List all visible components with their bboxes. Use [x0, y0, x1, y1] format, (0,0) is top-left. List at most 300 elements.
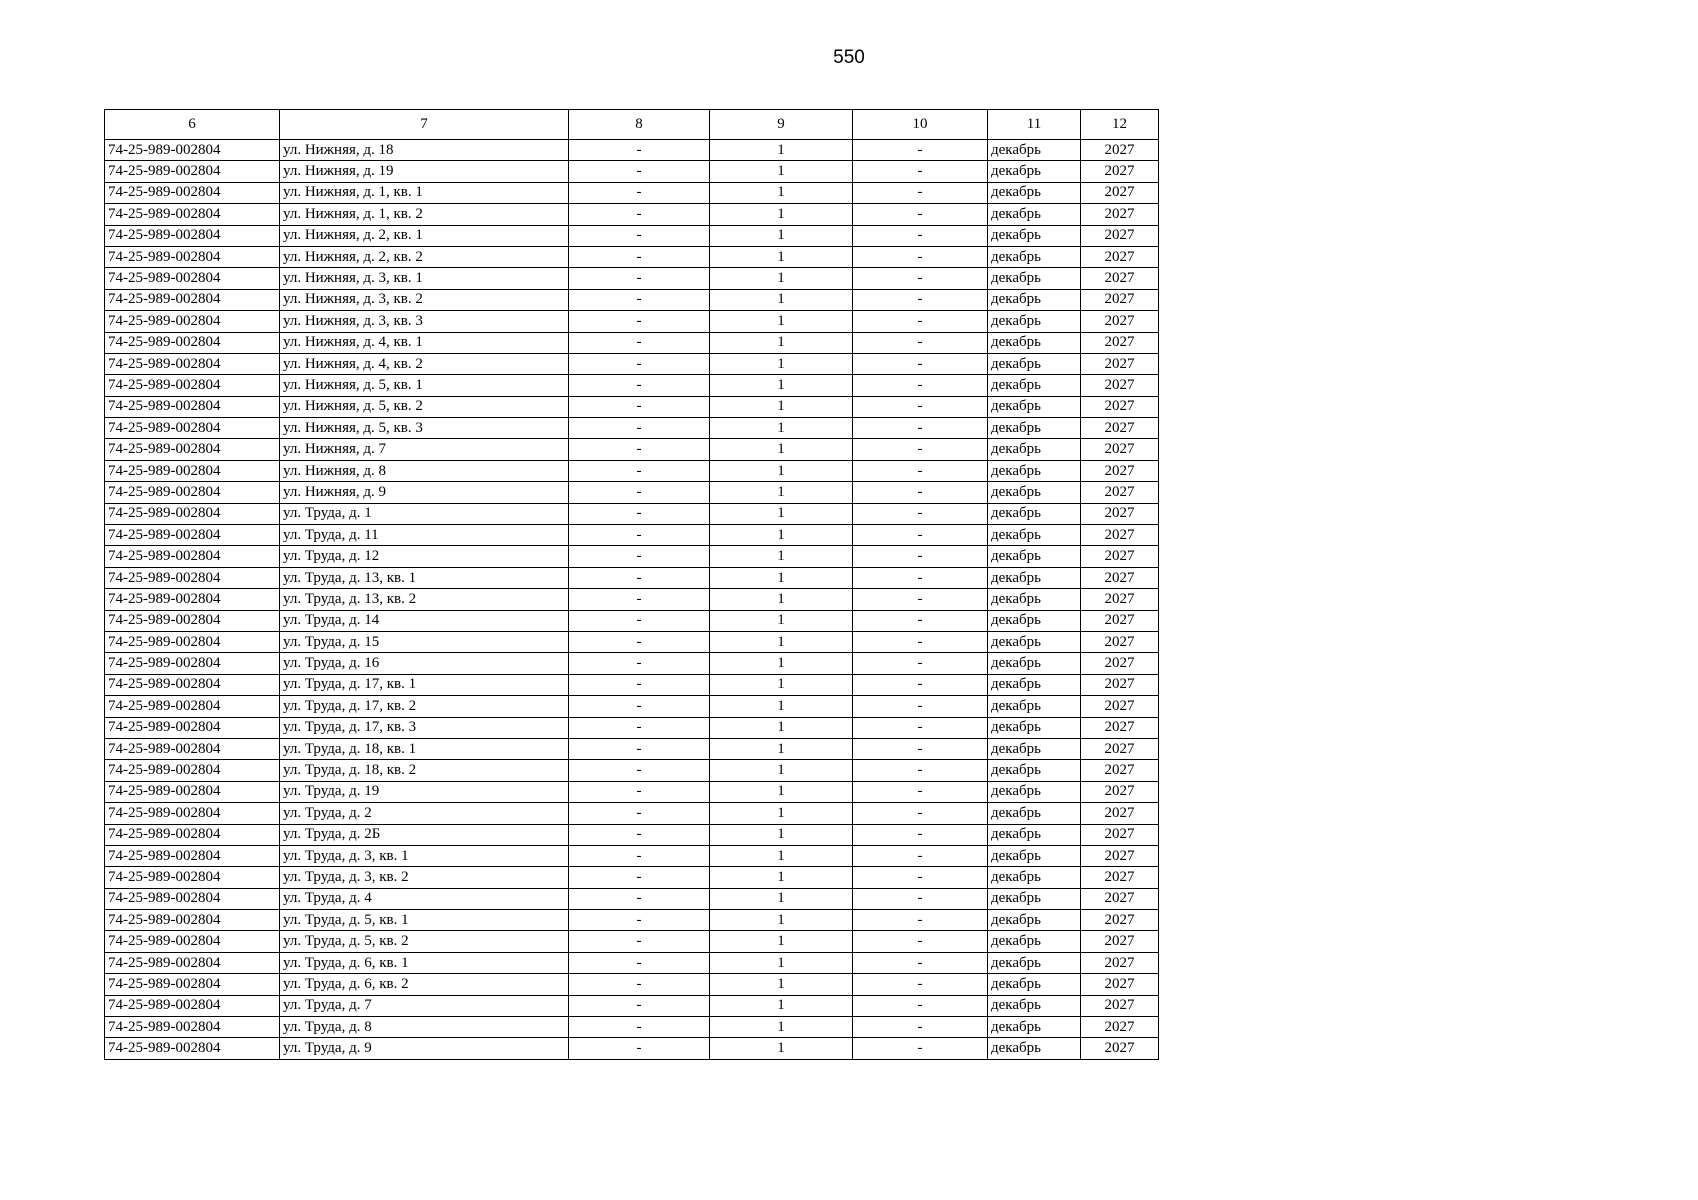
- month-cell: декабрь: [988, 1017, 1081, 1038]
- year-cell: 2027: [1081, 418, 1159, 439]
- year-cell: 2027: [1081, 888, 1159, 909]
- year-cell: 2027: [1081, 567, 1159, 588]
- address-cell: ул. Нижняя, д. 1, кв. 1: [280, 182, 569, 203]
- col-10-cell: -: [853, 482, 988, 503]
- col-10-cell: -: [853, 396, 988, 417]
- table-row: [105, 717, 1159, 738]
- data-table: [104, 109, 1159, 1060]
- col-8-cell: -: [569, 246, 710, 267]
- cadastral-number-cell: 74-25-989-002804: [105, 803, 280, 824]
- month-cell: декабрь: [988, 845, 1081, 866]
- table-row: [105, 204, 1159, 225]
- table-row: [105, 653, 1159, 674]
- table-row: [105, 867, 1159, 888]
- month-cell: декабрь: [988, 332, 1081, 353]
- cadastral-number-cell: 74-25-989-002804: [105, 332, 280, 353]
- table-row: [105, 910, 1159, 931]
- cadastral-number-cell: 74-25-989-002804: [105, 567, 280, 588]
- cadastral-number-cell: 74-25-989-002804: [105, 396, 280, 417]
- col-9-cell: 1: [710, 161, 853, 182]
- col-9-cell: 1: [710, 738, 853, 759]
- cadastral-number-cell: 74-25-989-002804: [105, 289, 280, 310]
- address-cell: ул. Труда, д. 1: [280, 503, 569, 524]
- address-cell: ул. Нижняя, д. 4, кв. 2: [280, 353, 569, 374]
- year-cell: 2027: [1081, 910, 1159, 931]
- month-cell: декабрь: [988, 353, 1081, 374]
- month-cell: декабрь: [988, 888, 1081, 909]
- col-8-cell: -: [569, 974, 710, 995]
- month-cell: декабрь: [988, 503, 1081, 524]
- year-cell: 2027: [1081, 140, 1159, 161]
- table-row: [105, 738, 1159, 759]
- table-row: [105, 696, 1159, 717]
- address-cell: ул. Труда, д. 6, кв. 1: [280, 952, 569, 973]
- month-cell: декабрь: [988, 803, 1081, 824]
- col-8-cell: -: [569, 182, 710, 203]
- year-cell: 2027: [1081, 589, 1159, 610]
- table-row: [105, 418, 1159, 439]
- table-row: [105, 760, 1159, 781]
- col-10-cell: -: [853, 781, 988, 802]
- month-cell: декабрь: [988, 931, 1081, 952]
- col-9-cell: 1: [710, 803, 853, 824]
- cadastral-number-cell: 74-25-989-002804: [105, 910, 280, 931]
- cadastral-number-cell: 74-25-989-002804: [105, 439, 280, 460]
- col-9-cell: 1: [710, 717, 853, 738]
- header-cell-8: 8: [569, 110, 710, 140]
- col-10-cell: -: [853, 631, 988, 652]
- cadastral-number-cell: 74-25-989-002804: [105, 674, 280, 695]
- table-row: [105, 268, 1159, 289]
- address-cell: ул. Труда, д. 13, кв. 1: [280, 567, 569, 588]
- col-9-cell: 1: [710, 845, 853, 866]
- year-cell: 2027: [1081, 674, 1159, 695]
- address-cell: ул. Труда, д. 7: [280, 995, 569, 1016]
- table-row: [105, 289, 1159, 310]
- address-cell: ул. Труда, д. 17, кв. 2: [280, 696, 569, 717]
- col-9-cell: 1: [710, 781, 853, 802]
- table-row: [105, 396, 1159, 417]
- month-cell: декабрь: [988, 589, 1081, 610]
- cadastral-number-cell: 74-25-989-002804: [105, 311, 280, 332]
- year-cell: 2027: [1081, 353, 1159, 374]
- table-row: [105, 546, 1159, 567]
- table-row: [105, 140, 1159, 161]
- cadastral-number-cell: 74-25-989-002804: [105, 824, 280, 845]
- cadastral-number-cell: 74-25-989-002804: [105, 418, 280, 439]
- year-cell: 2027: [1081, 460, 1159, 481]
- col-8-cell: -: [569, 610, 710, 631]
- year-cell: 2027: [1081, 182, 1159, 203]
- month-cell: декабрь: [988, 610, 1081, 631]
- col-9-cell: 1: [710, 653, 853, 674]
- year-cell: 2027: [1081, 161, 1159, 182]
- col-8-cell: -: [569, 845, 710, 866]
- cadastral-number-cell: 74-25-989-002804: [105, 1017, 280, 1038]
- year-cell: 2027: [1081, 332, 1159, 353]
- address-cell: ул. Нижняя, д. 9: [280, 482, 569, 503]
- cadastral-number-cell: 74-25-989-002804: [105, 610, 280, 631]
- col-9-cell: 1: [710, 631, 853, 652]
- month-cell: декабрь: [988, 567, 1081, 588]
- table-row: [105, 332, 1159, 353]
- col-10-cell: -: [853, 332, 988, 353]
- col-8-cell: -: [569, 567, 710, 588]
- header-cell-7: 7: [280, 110, 569, 140]
- year-cell: 2027: [1081, 268, 1159, 289]
- address-cell: ул. Нижняя, д. 5, кв. 1: [280, 375, 569, 396]
- address-cell: ул. Нижняя, д. 4, кв. 1: [280, 332, 569, 353]
- month-cell: декабрь: [988, 952, 1081, 973]
- month-cell: декабрь: [988, 161, 1081, 182]
- header-cell-6: 6: [105, 110, 280, 140]
- year-cell: 2027: [1081, 246, 1159, 267]
- year-cell: 2027: [1081, 1038, 1159, 1059]
- col-8-cell: -: [569, 460, 710, 481]
- cadastral-number-cell: 74-25-989-002804: [105, 161, 280, 182]
- year-cell: 2027: [1081, 396, 1159, 417]
- year-cell: 2027: [1081, 503, 1159, 524]
- address-cell: ул. Труда, д. 18, кв. 2: [280, 760, 569, 781]
- cadastral-number-cell: 74-25-989-002804: [105, 1038, 280, 1059]
- col-10-cell: -: [853, 204, 988, 225]
- month-cell: декабрь: [988, 910, 1081, 931]
- cadastral-number-cell: 74-25-989-002804: [105, 268, 280, 289]
- col-10-cell: -: [853, 546, 988, 567]
- col-8-cell: -: [569, 525, 710, 546]
- col-10-cell: -: [853, 738, 988, 759]
- col-10-cell: -: [853, 867, 988, 888]
- col-8-cell: -: [569, 824, 710, 845]
- address-cell: ул. Нижняя, д. 3, кв. 1: [280, 268, 569, 289]
- col-9-cell: 1: [710, 1017, 853, 1038]
- col-8-cell: -: [569, 867, 710, 888]
- col-8-cell: -: [569, 1017, 710, 1038]
- cadastral-number-cell: 74-25-989-002804: [105, 781, 280, 802]
- year-cell: 2027: [1081, 204, 1159, 225]
- col-9-cell: 1: [710, 696, 853, 717]
- cadastral-number-cell: 74-25-989-002804: [105, 631, 280, 652]
- col-10-cell: -: [853, 567, 988, 588]
- month-cell: декабрь: [988, 482, 1081, 503]
- col-10-cell: -: [853, 995, 988, 1016]
- year-cell: 2027: [1081, 696, 1159, 717]
- col-10-cell: -: [853, 418, 988, 439]
- col-10-cell: -: [853, 289, 988, 310]
- col-10-cell: -: [853, 1038, 988, 1059]
- table-row: [105, 311, 1159, 332]
- col-9-cell: 1: [710, 1038, 853, 1059]
- col-10-cell: -: [853, 589, 988, 610]
- col-8-cell: -: [569, 717, 710, 738]
- address-cell: ул. Нижняя, д. 19: [280, 161, 569, 182]
- col-8-cell: -: [569, 503, 710, 524]
- table-row: [105, 225, 1159, 246]
- table-row: [105, 1017, 1159, 1038]
- col-8-cell: -: [569, 332, 710, 353]
- col-9-cell: 1: [710, 546, 853, 567]
- month-cell: декабрь: [988, 311, 1081, 332]
- cadastral-number-cell: 74-25-989-002804: [105, 204, 280, 225]
- address-cell: ул. Труда, д. 13, кв. 2: [280, 589, 569, 610]
- address-cell: ул. Нижняя, д. 3, кв. 3: [280, 311, 569, 332]
- month-cell: декабрь: [988, 781, 1081, 802]
- month-cell: декабрь: [988, 246, 1081, 267]
- month-cell: декабрь: [988, 674, 1081, 695]
- col-8-cell: -: [569, 204, 710, 225]
- table-row: [105, 610, 1159, 631]
- address-cell: ул. Нижняя, д. 3, кв. 2: [280, 289, 569, 310]
- col-10-cell: -: [853, 140, 988, 161]
- year-cell: 2027: [1081, 546, 1159, 567]
- col-10-cell: -: [853, 439, 988, 460]
- month-cell: декабрь: [988, 460, 1081, 481]
- year-cell: 2027: [1081, 631, 1159, 652]
- address-cell: ул. Труда, д. 18, кв. 1: [280, 738, 569, 759]
- month-cell: декабрь: [988, 631, 1081, 652]
- year-cell: 2027: [1081, 289, 1159, 310]
- year-cell: 2027: [1081, 781, 1159, 802]
- address-cell: ул. Нижняя, д. 2, кв. 2: [280, 246, 569, 267]
- col-9-cell: 1: [710, 610, 853, 631]
- month-cell: декабрь: [988, 396, 1081, 417]
- address-cell: ул. Труда, д. 9: [280, 1038, 569, 1059]
- cadastral-number-cell: 74-25-989-002804: [105, 738, 280, 759]
- table-row: [105, 931, 1159, 952]
- col-8-cell: -: [569, 931, 710, 952]
- col-8-cell: -: [569, 952, 710, 973]
- month-cell: декабрь: [988, 204, 1081, 225]
- address-cell: ул. Труда, д. 4: [280, 888, 569, 909]
- col-9-cell: 1: [710, 311, 853, 332]
- cadastral-number-cell: 74-25-989-002804: [105, 503, 280, 524]
- col-8-cell: -: [569, 995, 710, 1016]
- col-9-cell: 1: [710, 439, 853, 460]
- month-cell: декабрь: [988, 824, 1081, 845]
- cadastral-number-cell: 74-25-989-002804: [105, 589, 280, 610]
- year-cell: 2027: [1081, 717, 1159, 738]
- col-10-cell: -: [853, 268, 988, 289]
- table-row: [105, 503, 1159, 524]
- address-cell: ул. Труда, д. 17, кв. 1: [280, 674, 569, 695]
- col-10-cell: -: [853, 246, 988, 267]
- table-row: [105, 824, 1159, 845]
- header-cell-12: 12: [1081, 110, 1159, 140]
- table-row: [105, 589, 1159, 610]
- month-cell: декабрь: [988, 268, 1081, 289]
- col-9-cell: 1: [710, 867, 853, 888]
- year-cell: 2027: [1081, 867, 1159, 888]
- col-9-cell: 1: [710, 995, 853, 1016]
- col-10-cell: -: [853, 311, 988, 332]
- col-8-cell: -: [569, 311, 710, 332]
- col-8-cell: -: [569, 268, 710, 289]
- col-8-cell: -: [569, 439, 710, 460]
- year-cell: 2027: [1081, 653, 1159, 674]
- cadastral-number-cell: 74-25-989-002804: [105, 482, 280, 503]
- col-9-cell: 1: [710, 140, 853, 161]
- month-cell: декабрь: [988, 696, 1081, 717]
- cadastral-number-cell: 74-25-989-002804: [105, 696, 280, 717]
- address-cell: ул. Нижняя, д. 8: [280, 460, 569, 481]
- address-cell: ул. Нижняя, д. 1, кв. 2: [280, 204, 569, 225]
- table-row: [105, 674, 1159, 695]
- table-row: [105, 631, 1159, 652]
- month-cell: декабрь: [988, 653, 1081, 674]
- year-cell: 2027: [1081, 311, 1159, 332]
- col-8-cell: -: [569, 482, 710, 503]
- year-cell: 2027: [1081, 803, 1159, 824]
- col-8-cell: -: [569, 589, 710, 610]
- month-cell: декабрь: [988, 525, 1081, 546]
- col-10-cell: -: [853, 910, 988, 931]
- month-cell: декабрь: [988, 867, 1081, 888]
- header-cell-11: 11: [988, 110, 1081, 140]
- address-cell: ул. Нижняя, д. 18: [280, 140, 569, 161]
- col-8-cell: -: [569, 289, 710, 310]
- col-9-cell: 1: [710, 332, 853, 353]
- header-cell-10: 10: [853, 110, 988, 140]
- col-10-cell: -: [853, 888, 988, 909]
- col-10-cell: -: [853, 824, 988, 845]
- address-cell: ул. Нижняя, д. 5, кв. 2: [280, 396, 569, 417]
- table-row: [105, 460, 1159, 481]
- col-8-cell: -: [569, 910, 710, 931]
- cadastral-number-cell: 74-25-989-002804: [105, 653, 280, 674]
- cadastral-number-cell: 74-25-989-002804: [105, 952, 280, 973]
- address-cell: ул. Труда, д. 17, кв. 3: [280, 717, 569, 738]
- table-row: [105, 246, 1159, 267]
- col-10-cell: -: [853, 653, 988, 674]
- cadastral-number-cell: 74-25-989-002804: [105, 760, 280, 781]
- year-cell: 2027: [1081, 375, 1159, 396]
- col-9-cell: 1: [710, 225, 853, 246]
- address-cell: ул. Труда, д. 3, кв. 2: [280, 867, 569, 888]
- year-cell: 2027: [1081, 931, 1159, 952]
- col-9-cell: 1: [710, 503, 853, 524]
- col-8-cell: -: [569, 781, 710, 802]
- table-row: [105, 995, 1159, 1016]
- col-10-cell: -: [853, 803, 988, 824]
- col-9-cell: 1: [710, 589, 853, 610]
- col-8-cell: -: [569, 760, 710, 781]
- col-10-cell: -: [853, 525, 988, 546]
- table-row: [105, 161, 1159, 182]
- year-cell: 2027: [1081, 225, 1159, 246]
- cadastral-number-cell: 74-25-989-002804: [105, 375, 280, 396]
- col-8-cell: -: [569, 546, 710, 567]
- col-9-cell: 1: [710, 674, 853, 695]
- table-row: [105, 375, 1159, 396]
- year-cell: 2027: [1081, 824, 1159, 845]
- address-cell: ул. Труда, д. 5, кв. 1: [280, 910, 569, 931]
- col-10-cell: -: [853, 952, 988, 973]
- col-8-cell: -: [569, 631, 710, 652]
- month-cell: декабрь: [988, 974, 1081, 995]
- cadastral-number-cell: 74-25-989-002804: [105, 140, 280, 161]
- year-cell: 2027: [1081, 482, 1159, 503]
- col-9-cell: 1: [710, 182, 853, 203]
- col-9-cell: 1: [710, 353, 853, 374]
- month-cell: декабрь: [988, 995, 1081, 1016]
- col-9-cell: 1: [710, 931, 853, 952]
- header-row: [105, 110, 1159, 140]
- col-9-cell: 1: [710, 910, 853, 931]
- address-cell: ул. Труда, д. 11: [280, 525, 569, 546]
- col-10-cell: -: [853, 974, 988, 995]
- address-cell: ул. Труда, д. 19: [280, 781, 569, 802]
- col-8-cell: -: [569, 1038, 710, 1059]
- month-cell: декабрь: [988, 225, 1081, 246]
- col-9-cell: 1: [710, 760, 853, 781]
- col-10-cell: -: [853, 353, 988, 374]
- cadastral-number-cell: 74-25-989-002804: [105, 225, 280, 246]
- col-10-cell: -: [853, 696, 988, 717]
- month-cell: декабрь: [988, 1038, 1081, 1059]
- year-cell: 2027: [1081, 845, 1159, 866]
- col-9-cell: 1: [710, 204, 853, 225]
- table-body: [105, 140, 1159, 1060]
- col-10-cell: -: [853, 610, 988, 631]
- col-9-cell: 1: [710, 246, 853, 267]
- col-9-cell: 1: [710, 460, 853, 481]
- table-row: [105, 482, 1159, 503]
- col-8-cell: -: [569, 674, 710, 695]
- col-8-cell: -: [569, 418, 710, 439]
- col-8-cell: -: [569, 653, 710, 674]
- year-cell: 2027: [1081, 1017, 1159, 1038]
- address-cell: ул. Труда, д. 16: [280, 653, 569, 674]
- cadastral-number-cell: 74-25-989-002804: [105, 995, 280, 1016]
- col-8-cell: -: [569, 696, 710, 717]
- cadastral-number-cell: 74-25-989-002804: [105, 888, 280, 909]
- col-9-cell: 1: [710, 482, 853, 503]
- year-cell: 2027: [1081, 952, 1159, 973]
- month-cell: декабрь: [988, 182, 1081, 203]
- address-cell: ул. Труда, д. 2: [280, 803, 569, 824]
- cadastral-number-cell: 74-25-989-002804: [105, 525, 280, 546]
- col-10-cell: -: [853, 375, 988, 396]
- page-number: 550: [833, 47, 865, 68]
- address-cell: ул. Труда, д. 12: [280, 546, 569, 567]
- cadastral-number-cell: 74-25-989-002804: [105, 717, 280, 738]
- col-10-cell: -: [853, 161, 988, 182]
- cadastral-number-cell: 74-25-989-002804: [105, 867, 280, 888]
- col-10-cell: -: [853, 760, 988, 781]
- address-cell: ул. Труда, д. 8: [280, 1017, 569, 1038]
- table-row: [105, 952, 1159, 973]
- cadastral-number-cell: 74-25-989-002804: [105, 246, 280, 267]
- year-cell: 2027: [1081, 738, 1159, 759]
- col-9-cell: 1: [710, 396, 853, 417]
- col-8-cell: -: [569, 353, 710, 374]
- year-cell: 2027: [1081, 525, 1159, 546]
- col-10-cell: -: [853, 182, 988, 203]
- cadastral-number-cell: 74-25-989-002804: [105, 353, 280, 374]
- col-9-cell: 1: [710, 289, 853, 310]
- cadastral-number-cell: 74-25-989-002804: [105, 845, 280, 866]
- col-10-cell: -: [853, 225, 988, 246]
- col-10-cell: -: [853, 674, 988, 695]
- table-row: [105, 974, 1159, 995]
- col-9-cell: 1: [710, 888, 853, 909]
- col-9-cell: 1: [710, 418, 853, 439]
- col-9-cell: 1: [710, 525, 853, 546]
- cadastral-number-cell: 74-25-989-002804: [105, 931, 280, 952]
- cadastral-number-cell: 74-25-989-002804: [105, 546, 280, 567]
- col-10-cell: -: [853, 931, 988, 952]
- col-9-cell: 1: [710, 268, 853, 289]
